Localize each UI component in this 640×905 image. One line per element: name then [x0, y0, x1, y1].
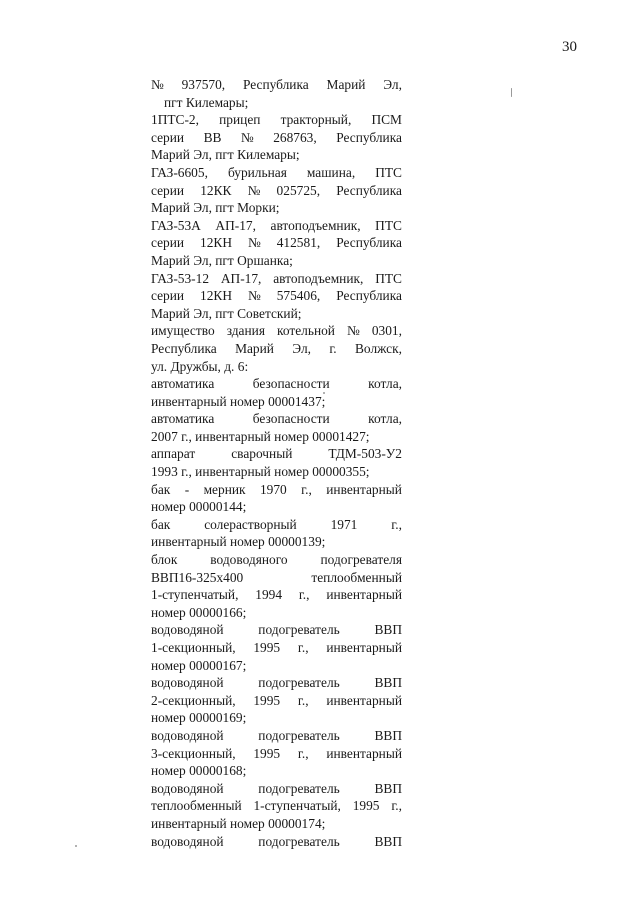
text-line: номер 00000168; — [151, 763, 247, 779]
text-line — [151, 322, 402, 340]
word: 937570, — [181, 77, 226, 92]
word: котла, — [368, 376, 402, 392]
text-line — [151, 516, 402, 534]
word: Волжск, — [355, 340, 402, 356]
word: Марий — [326, 77, 366, 92]
word: ГАЗ-53А — [151, 217, 201, 233]
text-line — [151, 833, 402, 851]
text-line — [151, 621, 402, 639]
word: котла, — [368, 411, 402, 427]
word: машина, — [306, 164, 356, 180]
word: № — [247, 182, 261, 198]
word: № — [347, 323, 360, 339]
word: г., — [297, 745, 309, 761]
word: ВВП — [374, 727, 402, 743]
word: бак — [151, 481, 171, 497]
text-line: Марий Эл, пгт Морки; — [151, 200, 280, 216]
word: водоводяной — [151, 622, 224, 638]
word: ГАЗ-53-12 — [151, 270, 210, 286]
word: 1995 — [253, 745, 281, 761]
word: 12КН — [200, 235, 233, 251]
word: ВВ — [203, 129, 222, 145]
word: теплообменный — [311, 569, 402, 585]
word: инвентарный — [326, 640, 402, 655]
word: серии — [151, 235, 185, 251]
word: ВВП — [374, 780, 402, 796]
text-line: Марий Эл, пгт Советский; — [151, 305, 302, 321]
word: подогреватель — [258, 833, 340, 849]
text-line: ул. Дружбы, д. 6: — [151, 358, 249, 374]
word: 1995 — [253, 692, 281, 708]
word: 1971 — [330, 516, 358, 532]
text-line — [151, 780, 402, 798]
word: инвентарный — [326, 745, 402, 761]
text-line — [151, 445, 402, 463]
word: № — [151, 77, 164, 92]
word: серии — [151, 288, 185, 304]
word: аппарат — [151, 446, 196, 462]
word: 1995 — [253, 640, 281, 655]
word: подогреватель — [258, 727, 340, 743]
word: 575406, — [276, 288, 321, 304]
word: ПТС — [375, 270, 402, 286]
word: ПТС — [375, 164, 402, 180]
word: г., — [298, 587, 310, 603]
word: ПТС — [375, 217, 402, 233]
word: сварочный — [231, 446, 293, 462]
word: водоводяной — [151, 727, 224, 743]
text-line — [151, 727, 402, 745]
word: инвентарный — [326, 481, 402, 497]
text-line — [151, 692, 402, 710]
word: прицеп — [219, 112, 261, 128]
text-line: номер 00000166; — [151, 604, 247, 620]
word: автоподъемник, — [273, 270, 364, 286]
word: 1970 — [259, 481, 287, 497]
word: здания — [226, 323, 265, 339]
text-line — [151, 217, 402, 235]
word: подогревателя — [320, 552, 402, 568]
word: ПСМ — [371, 112, 402, 128]
text-line — [151, 569, 402, 587]
text-line — [151, 270, 402, 288]
word: 025725, — [276, 182, 321, 198]
word: 12КН — [200, 288, 233, 304]
word: АП-17, — [220, 270, 262, 286]
word: 3-секционный, — [151, 745, 236, 761]
text-line — [151, 375, 402, 393]
text-line — [151, 340, 402, 358]
word: 412581, — [276, 235, 321, 251]
text-line: инвентарный номер 00000139; — [151, 534, 326, 550]
document-body — [151, 76, 402, 850]
word: водоводяного — [210, 552, 288, 568]
word: мерник — [203, 481, 246, 497]
word: 1994 — [255, 587, 283, 603]
word: водоводяной — [151, 780, 224, 796]
word: автоматика — [151, 376, 215, 392]
word: ВВП — [374, 675, 402, 691]
text-line — [151, 410, 402, 428]
text-line — [151, 111, 402, 129]
word: безопасности — [252, 411, 330, 427]
text-line — [151, 797, 402, 815]
text-line: Марий Эл, пгт Оршанка; — [151, 252, 293, 268]
word: инвентарный — [326, 587, 402, 603]
word: серии — [151, 129, 185, 145]
word: 12КК — [200, 182, 232, 198]
word: 1ПТС-2, — [151, 112, 199, 128]
text-line: пгт Килемары; — [164, 94, 249, 110]
word: подогреватель — [258, 780, 340, 796]
word: № — [247, 288, 261, 304]
text-line — [151, 639, 402, 657]
word: АП-17, — [215, 217, 256, 233]
word: Республика — [336, 288, 402, 304]
word: автоподъемник, — [270, 217, 361, 233]
word: водоводяной — [151, 675, 224, 691]
word: Республика — [336, 129, 402, 145]
word: г., — [297, 640, 309, 655]
word: Республика — [336, 182, 402, 198]
text-line: номер 00000169; — [151, 710, 247, 726]
word: 0301, — [371, 323, 402, 339]
text-line: номер 00000167; — [151, 657, 247, 673]
scan-speck — [75, 845, 77, 847]
text-line — [151, 182, 402, 200]
word: г., — [297, 692, 309, 708]
word: г., — [391, 798, 402, 814]
page-number: 30 — [562, 39, 577, 55]
text-line — [151, 129, 402, 147]
word: 1-ступенчатый, — [151, 587, 239, 603]
word: автоматика — [151, 411, 215, 427]
word: подогреватель — [258, 675, 340, 691]
word: 1-секционный, — [151, 640, 236, 655]
word: Республика — [242, 77, 309, 92]
word: ГАЗ-6605, — [151, 164, 208, 180]
word: ТДМ-503-У2 — [328, 446, 402, 462]
text-line: 1993 г., инвентарный номер 00000355; — [151, 464, 370, 480]
word: ВВП16-325х400 — [151, 569, 244, 585]
word: ВВП — [374, 833, 402, 849]
text-line — [151, 76, 402, 94]
text-line — [151, 586, 402, 604]
word: № — [240, 129, 254, 145]
text-line: 2007 г., инвентарный номер 00001427; — [151, 428, 370, 444]
word: Республика — [151, 340, 217, 356]
text-line — [151, 164, 402, 182]
word: Марий — [235, 340, 274, 356]
scan-speck — [323, 392, 325, 394]
word: котельной — [277, 323, 335, 339]
word: тракторный, — [280, 112, 352, 128]
word: инвентарный — [326, 692, 402, 708]
text-line — [151, 481, 402, 499]
text-line — [151, 287, 402, 305]
word: подогреватель — [258, 622, 340, 638]
text-line: инвентарный номер 00000174; — [151, 815, 326, 831]
text-line — [151, 234, 402, 252]
word: имущество — [151, 323, 215, 339]
word: бак — [151, 516, 171, 532]
word: водоводяной — [151, 833, 224, 849]
word: блок — [151, 552, 178, 568]
word: № — [247, 235, 261, 251]
text-line: номер 00000144; — [151, 499, 247, 515]
word: 2-секционный, — [151, 692, 236, 708]
word: г., — [391, 516, 402, 532]
word: г. — [329, 340, 337, 356]
word: 268763, — [273, 129, 317, 145]
word: Эл, — [292, 340, 311, 356]
word: - — [184, 481, 190, 497]
text-line — [151, 745, 402, 763]
word: безопасности — [252, 376, 330, 392]
word: Эл, — [383, 77, 402, 92]
word: солерастворный — [204, 516, 297, 532]
text-line — [151, 551, 402, 569]
word: ВВП — [374, 622, 402, 638]
scan-speck — [511, 88, 512, 97]
text-line: инвентарный номер 00001437; — [151, 393, 326, 409]
text-line — [151, 674, 402, 692]
word: серии — [151, 182, 185, 198]
word: теплообменный — [151, 798, 242, 814]
text-line: Марий Эл, пгт Килемары; — [151, 147, 300, 163]
word: г., — [301, 481, 312, 497]
word: бурильная — [227, 164, 287, 180]
word: 1995 — [352, 798, 380, 814]
word: 1-ступенчатый, — [253, 798, 341, 814]
word: Республика — [336, 235, 402, 251]
